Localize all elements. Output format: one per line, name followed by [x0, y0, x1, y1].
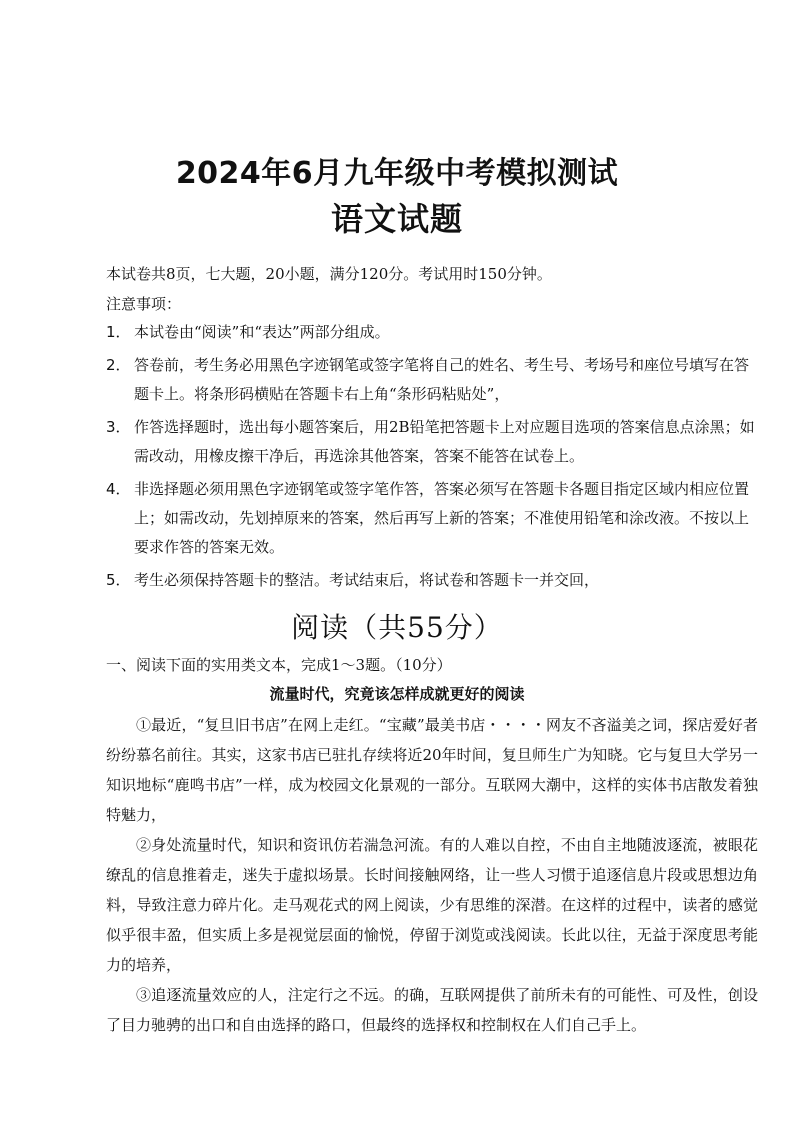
- article-body: [106, 710, 758, 1040]
- notice-item: [106, 566, 758, 595]
- notice-item: [106, 475, 758, 562]
- notice-text: 作答选择题时，选出每小题答案后，用2B铅笔把答题卡上对应题目选项的答案信息点涂黑；如需改动，用橡皮擦干净后，再选涂其他答案，答案不能答在试卷上。: [134, 418, 755, 465]
- notice-text: 考生必须保持答题卡的整洁。考试结束后，将试卷和答题卡一并交回，: [134, 571, 600, 589]
- notice-label: 注意事项：: [106, 295, 182, 313]
- notice-number: 5．: [106, 571, 131, 589]
- notice-item: [106, 318, 758, 347]
- article-paragraph: ②身处流量时代，知识和资讯仿若湍急河流。有的人难以自控，不由自主地随波逐流，被眼花缭乱的信息推着走，迷失于虚拟场景。长时间接触网络，让一些人习惯于追逐信息片段或思想边角料，导致注意力碎片化。走马观花式的网上阅读，少有思维的深潜。在这样的过程中，读者的感觉似乎很丰盈，但实质上多是视觉层面的愉悦，停留于浏览或浅阅读。长此以往，无益于深度思考能力的培养，: [106, 836, 758, 974]
- notice-text: 非选择题必须用黑色字迹钢笔或签字笔作答，答案必须写在答题卡各题目指定区域内相应位置上；如需改动，先划掉原来的答案，然后再写上新的答案；不准使用铅笔和涂改液。不按以上要求作答的答案无效。: [134, 480, 750, 556]
- exam-title: 2024年6月九年级中考模拟测试: [175, 156, 619, 191]
- notice-item: [106, 351, 758, 409]
- notice-number: 4．: [106, 480, 131, 498]
- article-paragraph: ①最近，“复旦旧书店”在网上走红。“宝藏”最美书店・・・・网友不吝溢美之词，探店爱好者纷纷慕名前往。其实，这家书店已驻扎存续将近20年时间，复旦师生广为知晓。它与复旦大学另一知识地标“鹿鸣书店”一样，成为校园文化景观的一部分。互联网大潮中，这样的实体书店散发着独特魅力，: [106, 716, 758, 824]
- reading-section-heading: 阅读（共55分）: [291, 611, 503, 644]
- notice-number: 2．: [106, 356, 131, 374]
- article-paragraph: ③追逐流量效应的人，注定行之不远。的确，互联网提供了前所未有的可能性、可及性，创设了目力驰骋的出口和自由选择的路口，但最终的选择权和控制权在人们自己手上。: [106, 986, 758, 1034]
- notice-item: [106, 413, 758, 471]
- notice-text: 答卷前，考生务必用黑色字迹钢笔或签字笔将自己的姓名、考生号、考场号和座位号填写在答题卡上。将条形码横贴在答题卡右上角“条形码粘贴处”，: [134, 356, 750, 403]
- notice-number: 3．: [106, 418, 131, 436]
- question-instruction: 一、阅读下面的实用类文本，完成1～3题。（10分）: [106, 656, 452, 674]
- notice-text: 本试卷由“阅读”和“表达”两部分组成。: [134, 323, 390, 341]
- notice-number: 1．: [106, 323, 131, 341]
- article-title: 流量时代，究竟该怎样成就更好的阅读: [269, 685, 525, 703]
- notice-list: [106, 318, 758, 599]
- exam-intro: 本试卷共8页，七大题，20小题，满分120分。考试用时150分钟。: [106, 265, 552, 283]
- exam-subject-title: 语文试题: [330, 200, 463, 238]
